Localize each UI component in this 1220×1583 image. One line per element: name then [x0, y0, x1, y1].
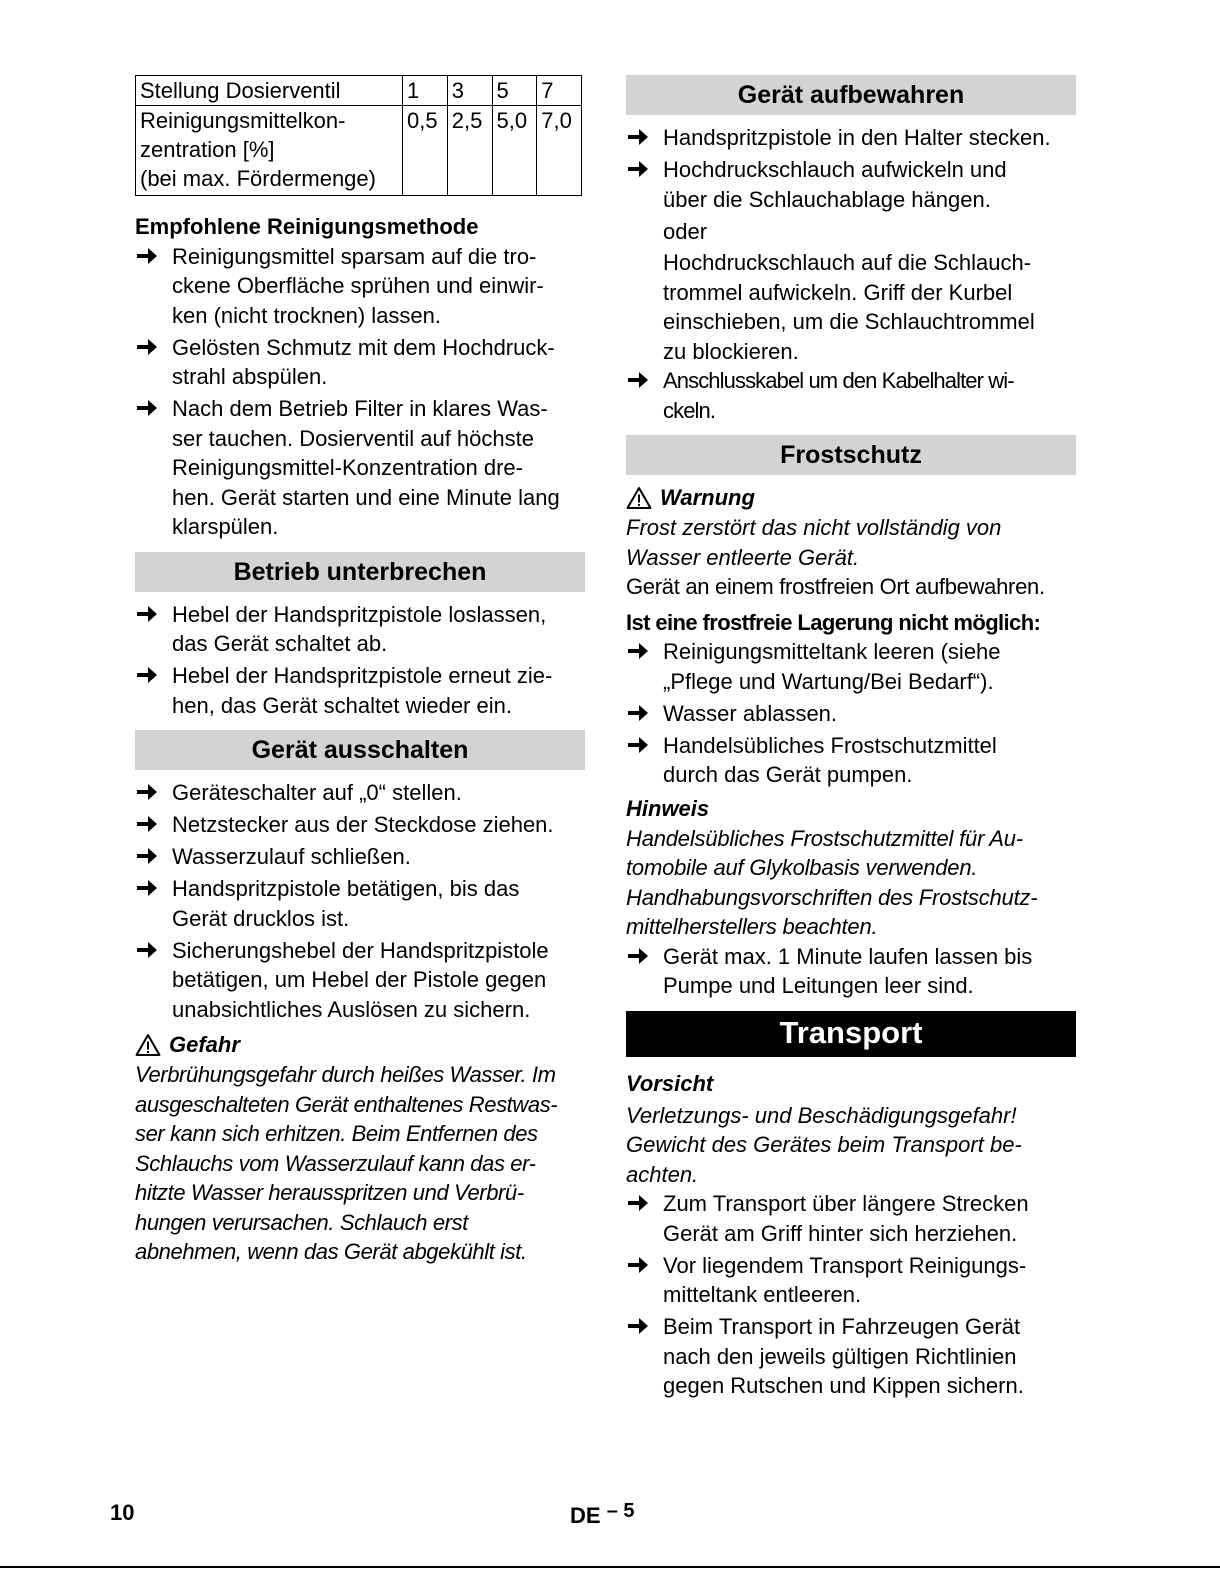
list-item-line: das Gerät schaltet ab.	[172, 631, 388, 656]
list-item	[626, 366, 1076, 425]
arrow-right-icon	[626, 1314, 650, 1338]
arrow-right-icon	[135, 780, 159, 804]
storage-alternative	[626, 248, 1076, 366]
list-item-line: Reinigungsmittel-Konzentration dre-	[172, 455, 523, 480]
list-item	[626, 123, 1076, 153]
arrow-right-icon	[135, 396, 159, 420]
warning-title-label: Warnung	[660, 485, 755, 510]
table-row	[136, 106, 582, 196]
bullet-list	[135, 242, 585, 542]
list-item	[626, 1251, 1076, 1310]
frost-plain-text: Gerät an einem frostfreien Ort aufbewahren.	[626, 574, 1045, 599]
table-cell: 3	[447, 76, 492, 106]
list-item-line: klarspülen.	[172, 514, 279, 539]
danger-title-label: Gefahr	[169, 1032, 240, 1057]
text-line: zu blockieren.	[663, 338, 799, 364]
list-item-line: durch das Gerät pumpen.	[663, 762, 913, 787]
text-line: ausgeschalteten Gerät enthaltenes Restwas-	[135, 1091, 558, 1117]
list-item	[626, 942, 1076, 1001]
text-line: Wasser entleerte Gerät.	[626, 544, 860, 570]
list-item-line: über die Schlauchablage hängen.	[663, 186, 991, 212]
text-line: Verbrühungsgefahr durch heißes Wasser. Im	[135, 1062, 556, 1087]
language-code: DE	[570, 1503, 601, 1528]
list-item	[626, 155, 1076, 214]
arrow-right-icon	[135, 244, 159, 268]
list-item	[626, 1312, 1076, 1401]
table-cell: 5,0	[492, 106, 537, 196]
text-line: hungen verursachen. Schlauch erst	[135, 1209, 468, 1235]
list-item-line: Netzstecker aus der Steckdose ziehen.	[172, 812, 554, 837]
list-item	[135, 874, 585, 933]
table-cell: 0,5	[403, 106, 448, 196]
list-item-line: „Pflege und Wartung/Bei Bedarf“).	[663, 668, 994, 694]
list-item	[626, 699, 1076, 729]
bullet-list	[626, 942, 1076, 1001]
text-line: trommel aufwickeln. Griff der Kurbel	[663, 279, 1013, 305]
list-item-line: Anschlusskabel um den Kabelhalter wi-	[663, 368, 1014, 393]
arrow-right-icon	[135, 938, 159, 962]
warning-text	[626, 513, 1076, 572]
list-item-line: Handspritzpistole in den Halter stecken.	[663, 125, 1051, 150]
text-line: Hochdruckschlauch auf die Schlauch-	[663, 250, 1032, 275]
text-line: tomobile auf Glykolbasis verwenden.	[626, 855, 978, 880]
list-item-line: mitteltank entleeren.	[663, 1282, 862, 1307]
table-cell-line: (bei max. Fördermenge)	[140, 166, 376, 191]
list-item-line: Handelsübliches Frostschutzmittel	[663, 732, 997, 758]
list-item	[626, 637, 1076, 696]
text-line: achten.	[626, 1161, 699, 1187]
text-line: Verletzungs- und Beschädigungsgefahr!	[626, 1102, 1017, 1128]
list-item	[135, 333, 585, 392]
arrow-right-icon	[626, 944, 650, 968]
list-item	[135, 810, 585, 840]
caution-title: Vorsicht	[626, 1070, 714, 1096]
arrow-right-icon	[135, 844, 159, 868]
storage-or: oder	[663, 218, 708, 244]
text-line: Handelsübliches Frostschutzmittel für Au-	[626, 825, 1023, 851]
list-item-line: Hebel der Handspritzpistole loslassen,	[172, 601, 547, 627]
list-item-line: Hebel der Handspritzpistole erneut zie-	[172, 663, 553, 688]
list-item-line: Wasser ablassen.	[663, 700, 838, 726]
dash: –	[606, 1500, 618, 1522]
list-item-line: ser tauchen. Dosierventil auf höchste	[172, 425, 534, 451]
list-item	[626, 1189, 1076, 1248]
arrow-right-icon	[626, 368, 650, 392]
list-item-line: Gelösten Schmutz mit dem Hochdruck-	[172, 334, 555, 360]
right-column	[626, 75, 1076, 1403]
text-line: ser kann sich erhitzen. Beim Entfernen des	[135, 1121, 538, 1146]
arrow-right-icon	[135, 602, 159, 626]
table-cell-line: Reinigungsmittelkon-	[140, 108, 346, 133]
arrow-right-icon	[626, 733, 650, 757]
danger-text	[135, 1060, 585, 1267]
left-column	[135, 75, 585, 1267]
text-line: mittelherstellers beachten.	[626, 914, 878, 939]
arrow-right-icon	[626, 639, 650, 663]
table-row	[136, 76, 582, 106]
arrow-right-icon	[626, 1191, 650, 1215]
section-heading-frost: Frostschutz	[626, 435, 1076, 475]
list-item	[135, 242, 585, 331]
table-cell: 1	[403, 76, 448, 106]
text-line: hitzte Wasser herausspritzen und Verbrü-	[135, 1180, 524, 1205]
arrow-right-icon	[626, 125, 650, 149]
arrow-right-icon	[135, 876, 159, 900]
list-item	[135, 778, 585, 808]
frost-subheading: Ist eine frostfreie Lagerung nicht möglich:	[626, 609, 1041, 635]
bullet-list	[626, 155, 1076, 214]
table-cell: 7	[537, 76, 582, 106]
list-item-line: Zum Transport über längere Strecken	[663, 1191, 1029, 1216]
list-item-line: Hochdruckschlauch aufwickeln und	[663, 157, 1007, 182]
section-page: 5	[623, 1500, 635, 1522]
table-cell: 5	[492, 76, 537, 106]
list-item-line: hen, das Gerät schaltet wieder ein.	[172, 692, 512, 718]
warning-triangle-icon	[626, 486, 652, 510]
page-number: 10	[110, 1500, 135, 1525]
list-item-line: strahl abspülen.	[172, 364, 328, 389]
list-item	[626, 731, 1076, 790]
table-cell	[136, 106, 403, 196]
bullet-list	[626, 366, 1076, 425]
arrow-right-icon	[626, 701, 650, 725]
text-line: Gewicht des Gerätes beim Transport be-	[626, 1132, 1022, 1157]
section-page-number	[607, 1500, 635, 1522]
list-item-line: Nach dem Betrieb Filter in klares Was-	[172, 396, 548, 421]
bottom-rule	[0, 1566, 1220, 1568]
text-line: abnehmen, wenn das Gerät abgekühlt ist.	[135, 1239, 527, 1264]
section-heading-transport: Transport	[626, 1011, 1076, 1057]
list-item	[135, 936, 585, 1025]
text-line: Handhabungsvorschriften des Frostschutz-	[626, 884, 1038, 910]
arrow-right-icon	[135, 812, 159, 836]
note-title: Hinweis	[626, 795, 710, 821]
text-line: einschieben, um die Schlauchtrommel	[663, 309, 1035, 334]
table-cell: 7,0	[537, 106, 582, 196]
warning-triangle-icon	[135, 1033, 161, 1057]
list-item-line: Reinigungsmittel sparsam auf die tro-	[172, 243, 537, 269]
text-line: Frost zerstört das nicht vollständig von	[626, 515, 1002, 540]
bullet-list	[135, 778, 585, 1024]
danger-title	[135, 1030, 585, 1060]
section-heading-storage: Gerät aufbewahren	[626, 75, 1076, 115]
bullet-list	[626, 1189, 1076, 1401]
list-item-line: ken (nicht trocknen) lassen.	[172, 302, 442, 328]
list-item-line: Wasserzulauf schließen.	[172, 844, 411, 869]
bullet-list	[626, 123, 1076, 153]
list-item-line: ckene Oberfläche sprühen und einwir-	[172, 273, 544, 298]
list-item-line: Sicherungshebel der Handspritzpistole	[172, 937, 549, 963]
list-item	[135, 394, 585, 542]
list-item-line: Handspritzpistole betätigen, bis das	[172, 876, 520, 901]
list-item-line: unabsichtliches Auslösen zu sichern.	[172, 996, 531, 1022]
list-item-line: Pumpe und Leitungen leer sind.	[663, 973, 974, 998]
arrow-right-icon	[135, 335, 159, 359]
section-heading-shutdown: Gerät ausschalten	[135, 730, 585, 770]
list-item-line: Reinigungsmitteltank leeren (siehe	[663, 639, 1001, 664]
arrow-right-icon	[135, 663, 159, 687]
note-text	[626, 824, 1076, 942]
section-heading-interrupt: Betrieb unterbrechen	[135, 552, 585, 592]
list-item-line: ckeln.	[663, 397, 716, 423]
dosing-table	[135, 75, 582, 196]
list-item-line: betätigen, um Hebel der Pistole gegen	[172, 967, 547, 992]
list-item-line: Geräteschalter auf „0“ stellen.	[172, 780, 462, 805]
list-item	[135, 661, 585, 720]
list-item-line: Gerät drucklos ist.	[172, 905, 350, 931]
list-item	[135, 600, 585, 659]
list-item-line: hen. Gerät starten und eine Minute lang	[172, 484, 560, 510]
warning-title	[626, 483, 1076, 513]
section-page-code	[570, 1500, 635, 1529]
table-cell-line: zentration [%]	[140, 137, 275, 162]
list-item	[135, 842, 585, 872]
arrow-right-icon	[626, 157, 650, 181]
list-item-line: gegen Rutschen und Kippen sichern.	[663, 1373, 1024, 1398]
table-cell: 2,5	[447, 106, 492, 196]
list-item-line: Gerät am Griff hinter sich herziehen.	[663, 1220, 1018, 1246]
caution-text	[626, 1101, 1076, 1190]
list-item-line: Beim Transport in Fahrzeugen Gerät	[663, 1314, 1021, 1339]
arrow-right-icon	[626, 1253, 650, 1277]
list-item-line: Gerät max. 1 Minute laufen lassen bis	[663, 943, 1033, 969]
bullet-list	[135, 600, 585, 721]
bullet-list	[626, 637, 1076, 790]
list-item-line: Vor liegendem Transport Reinigungs-	[663, 1252, 1027, 1278]
list-item-line: nach den jeweils gültigen Richtlinien	[663, 1343, 1017, 1369]
method-heading: Empfohlene Reinigungsmethode	[135, 214, 479, 239]
table-cell: Stellung Dosierventil	[136, 76, 403, 106]
text-line: Schlauchs vom Wasserzulauf kann das er-	[135, 1150, 536, 1176]
